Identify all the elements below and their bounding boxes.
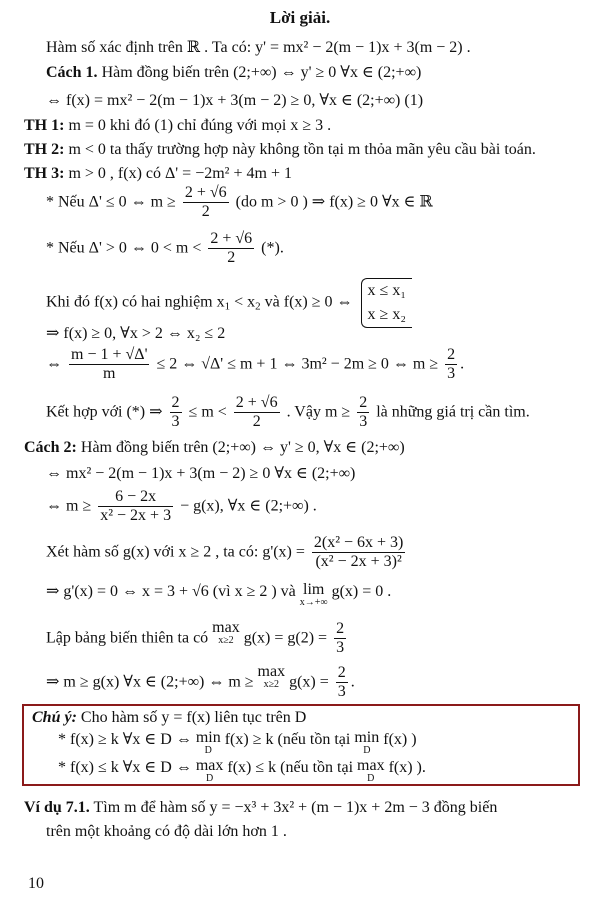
numerator: 2 + √6 xyxy=(234,394,280,413)
operator-subscript: x→+∞ xyxy=(299,597,328,608)
numerator: m − 1 + √Δ' xyxy=(69,346,149,365)
denominator: 3 xyxy=(337,683,346,701)
denominator: m xyxy=(103,365,116,383)
fraction xyxy=(357,394,369,432)
line-case2 xyxy=(24,140,536,159)
operator-subscript: D xyxy=(204,745,212,756)
method2-text: Hàm đồng biến trên (2;+∞) ⇔ y' ≥ 0, ∀x ∈ (2;+∞) xyxy=(76,439,405,456)
text-fragment: ⇒ g'(x) = 0 ⇔ x = 3 + √6 (vì x ≥ 2 ) và xyxy=(46,583,296,600)
example-text: Tìm m để hàm số y = −x³ + 3x² + (m − 1)x + 2m − 3 đồng biến xyxy=(89,799,498,816)
min-operator xyxy=(196,730,221,756)
text-fragment: * Nếu Δ' > 0 ⇔ 0 < m < xyxy=(46,239,202,257)
line-conclusion1 xyxy=(46,394,530,432)
max-operator xyxy=(196,758,224,784)
case3-label: TH 3: xyxy=(24,165,65,182)
solution-heading: Lời giải. xyxy=(269,8,331,27)
line-method2-ineq: ⇔ mx² − 2(m − 1)x + 3(m − 2) ≥ 0 ∀x ∈ (2;+∞) xyxy=(46,465,356,482)
method1-text: Hàm đồng biến trên (2;+∞) ⇔ y' ≥ 0 ∀x ∈ (2;+∞) xyxy=(97,64,422,81)
note-intro xyxy=(32,708,306,727)
line-if-delta-nonpositive xyxy=(46,184,433,222)
method1-label: Cách 1. xyxy=(46,64,98,81)
text-fragment: f(x) ) xyxy=(379,731,417,748)
numerator: 2 xyxy=(445,346,457,365)
operator-text: lim xyxy=(303,581,325,598)
line-variation-table xyxy=(46,620,349,658)
text-fragment: f(x) ≤ k (nếu tồn tại xyxy=(223,759,354,776)
case3-text: m > 0 , f(x) có Δ' = −2m² + 4m + 1 xyxy=(64,165,292,182)
text-fragment: (do m > 0 ) ⇒ f(x) ≥ 0 ∀x ∈ ℝ xyxy=(235,193,433,211)
text-fragment: . xyxy=(350,673,355,691)
text-fragment: − g(x), ∀x ∈ (2;+∞) . xyxy=(180,497,317,515)
text-fragment: . xyxy=(460,355,465,373)
note-rule-max xyxy=(58,758,426,784)
text-fragment: * f(x) ≥ k ∀x ∈ D ⇔ xyxy=(58,731,192,748)
note-box xyxy=(22,704,580,786)
case1-text: m = 0 khi đó (1) chỉ đúng với mọi x ≥ 3 . xyxy=(64,117,332,134)
line-root-condition xyxy=(46,346,464,384)
example-label: Ví dụ 7.1. xyxy=(24,799,90,816)
page-number: 10 xyxy=(28,875,44,892)
denominator: 3 xyxy=(171,413,180,431)
text-fragment: f(x) ≥ k (nếu tồn tại xyxy=(220,731,351,748)
line-case1 xyxy=(24,116,331,135)
subscript: 2 xyxy=(255,300,261,313)
text-fragment: là những giá trị cần tìm. xyxy=(376,403,530,421)
numerator: 2 xyxy=(334,620,346,639)
text-fragment: < x xyxy=(230,293,256,311)
fraction xyxy=(445,346,457,384)
text-fragment: Xét hàm số g(x) với x ≥ 2 , ta có: g'(x) = xyxy=(46,543,305,561)
denominator: 2 xyxy=(227,249,236,267)
line-two-roots xyxy=(46,278,412,328)
case-brace xyxy=(361,278,412,328)
example-line-1 xyxy=(24,798,497,817)
numerator: 2 xyxy=(357,394,369,413)
text-fragment: ⇔ xyxy=(46,355,62,373)
operator-subscript: x≥2 xyxy=(218,635,234,646)
denominator: x² − 2x + 3 xyxy=(100,507,172,525)
text-fragment: Khi đó f(x) có hai nghiệm x xyxy=(46,293,225,311)
case1-label: TH 1: xyxy=(24,117,65,134)
text-fragment: ≤ m < xyxy=(188,403,227,421)
text-fragment: g(x) = xyxy=(285,673,329,691)
line-method1 xyxy=(46,63,421,82)
note-rule-min xyxy=(58,730,417,756)
operator-text: max xyxy=(212,619,240,636)
line-case3 xyxy=(24,164,292,183)
line-implication: ⇒ f(x) ≥ 0, ∀x > 2 ⇔ x₂ ≤ 2 xyxy=(46,325,226,342)
max-operator xyxy=(258,664,286,690)
operator-text: min xyxy=(195,729,221,746)
subscript: 1 xyxy=(224,300,231,313)
max-operator xyxy=(212,620,240,646)
text-fragment: ⇔ m ≥ xyxy=(46,497,92,515)
operator-text: min xyxy=(354,729,380,746)
case2-label: TH 2: xyxy=(24,141,65,158)
operator-text: max xyxy=(257,663,286,680)
limit-operator xyxy=(300,582,328,608)
fraction xyxy=(170,394,182,432)
numerator: 2 + √6 xyxy=(208,230,254,249)
note-label: Chú ý: xyxy=(32,709,77,726)
numerator: 2 xyxy=(336,664,348,683)
denominator: 2 xyxy=(252,413,261,431)
denominator: 3 xyxy=(359,413,368,431)
line-method2 xyxy=(24,438,405,457)
denominator: (x² − 2x + 3)² xyxy=(315,553,402,571)
max-operator xyxy=(357,758,385,784)
brace-row-1: x ≤ x₁ xyxy=(367,282,406,299)
operator-text: max xyxy=(357,757,385,774)
min-operator xyxy=(354,730,379,756)
numerator: 6 − 2x xyxy=(98,488,173,507)
line-condition1: ⇔ f(x) = mx² − 2(m − 1)x + 3(m − 2) ≥ 0, ∀x ∈ (2;+∞) (1) xyxy=(46,92,424,109)
brace-row-2: x ≥ x₂ xyxy=(367,306,406,323)
denominator: 3 xyxy=(336,639,345,657)
line-derivative xyxy=(46,534,408,572)
text-fragment: * Nếu Δ' ≤ 0 ⇔ m ≥ xyxy=(46,193,176,211)
text-fragment: Lập bảng biến thiên ta có xyxy=(46,629,209,647)
denominator: 3 xyxy=(447,365,456,383)
fraction xyxy=(334,620,346,658)
text-fragment: f(x) ). xyxy=(384,759,426,776)
case2-text: m < 0 ta thấy trường hợp này không tồn tại m thỏa mãn yêu cầu bài toán. xyxy=(64,141,536,158)
line-final-result xyxy=(46,664,355,702)
text-fragment: ⇒ m ≥ g(x) ∀x ∈ (2;+∞) ⇔ m ≥ xyxy=(46,673,254,691)
operator-subscript: x≥2 xyxy=(263,679,280,690)
text-fragment: . Vậy m ≥ xyxy=(286,403,351,421)
operator-subscript: D xyxy=(367,773,375,784)
method2-label: Cách 2: xyxy=(24,439,77,456)
numerator: 2 xyxy=(170,394,182,413)
text-fragment: g(x) = 0 . xyxy=(327,583,392,600)
numerator: 2(x² − 6x + 3) xyxy=(312,534,406,553)
fraction xyxy=(336,664,348,702)
note-text: Cho hàm số y = f(x) liên tục trên D xyxy=(76,709,307,726)
operator-subscript: D xyxy=(205,773,214,784)
text-fragment: g(x) = g(2) = xyxy=(239,629,328,647)
line-critical-point xyxy=(46,582,391,608)
example-line-2: trên một khoảng có độ dài lớn hơn 1 . xyxy=(46,823,287,840)
text-fragment: ≤ 2 ⇔ √Δ' ≤ m + 1 ⇔ 3m² − 2m ≥ 0 ⇔ m ≥ xyxy=(156,355,439,373)
text-fragment: * f(x) ≤ k ∀x ∈ D ⇔ xyxy=(58,759,192,776)
fraction xyxy=(183,184,229,222)
text-fragment: Kết hợp với (*) ⇒ xyxy=(46,403,163,421)
line-method2-isolate xyxy=(46,488,317,526)
fraction xyxy=(312,534,406,572)
text-fragment: (*). xyxy=(261,239,284,257)
text-fragment: và f(x) ≥ 0 ⇔ xyxy=(260,293,353,311)
operator-text: max xyxy=(195,757,224,774)
line-domain: Hàm số xác định trên ℝ . Ta có: y' = mx² − 2(m − 1)x + 3(m − 2) . xyxy=(46,39,471,56)
fraction xyxy=(208,230,254,268)
numerator: 2 + √6 xyxy=(183,184,229,203)
denominator: 2 xyxy=(201,203,210,221)
operator-subscript: D xyxy=(363,745,371,756)
fraction xyxy=(234,394,280,432)
fraction xyxy=(69,346,149,384)
line-if-delta-positive xyxy=(46,230,284,268)
fraction xyxy=(98,488,173,526)
